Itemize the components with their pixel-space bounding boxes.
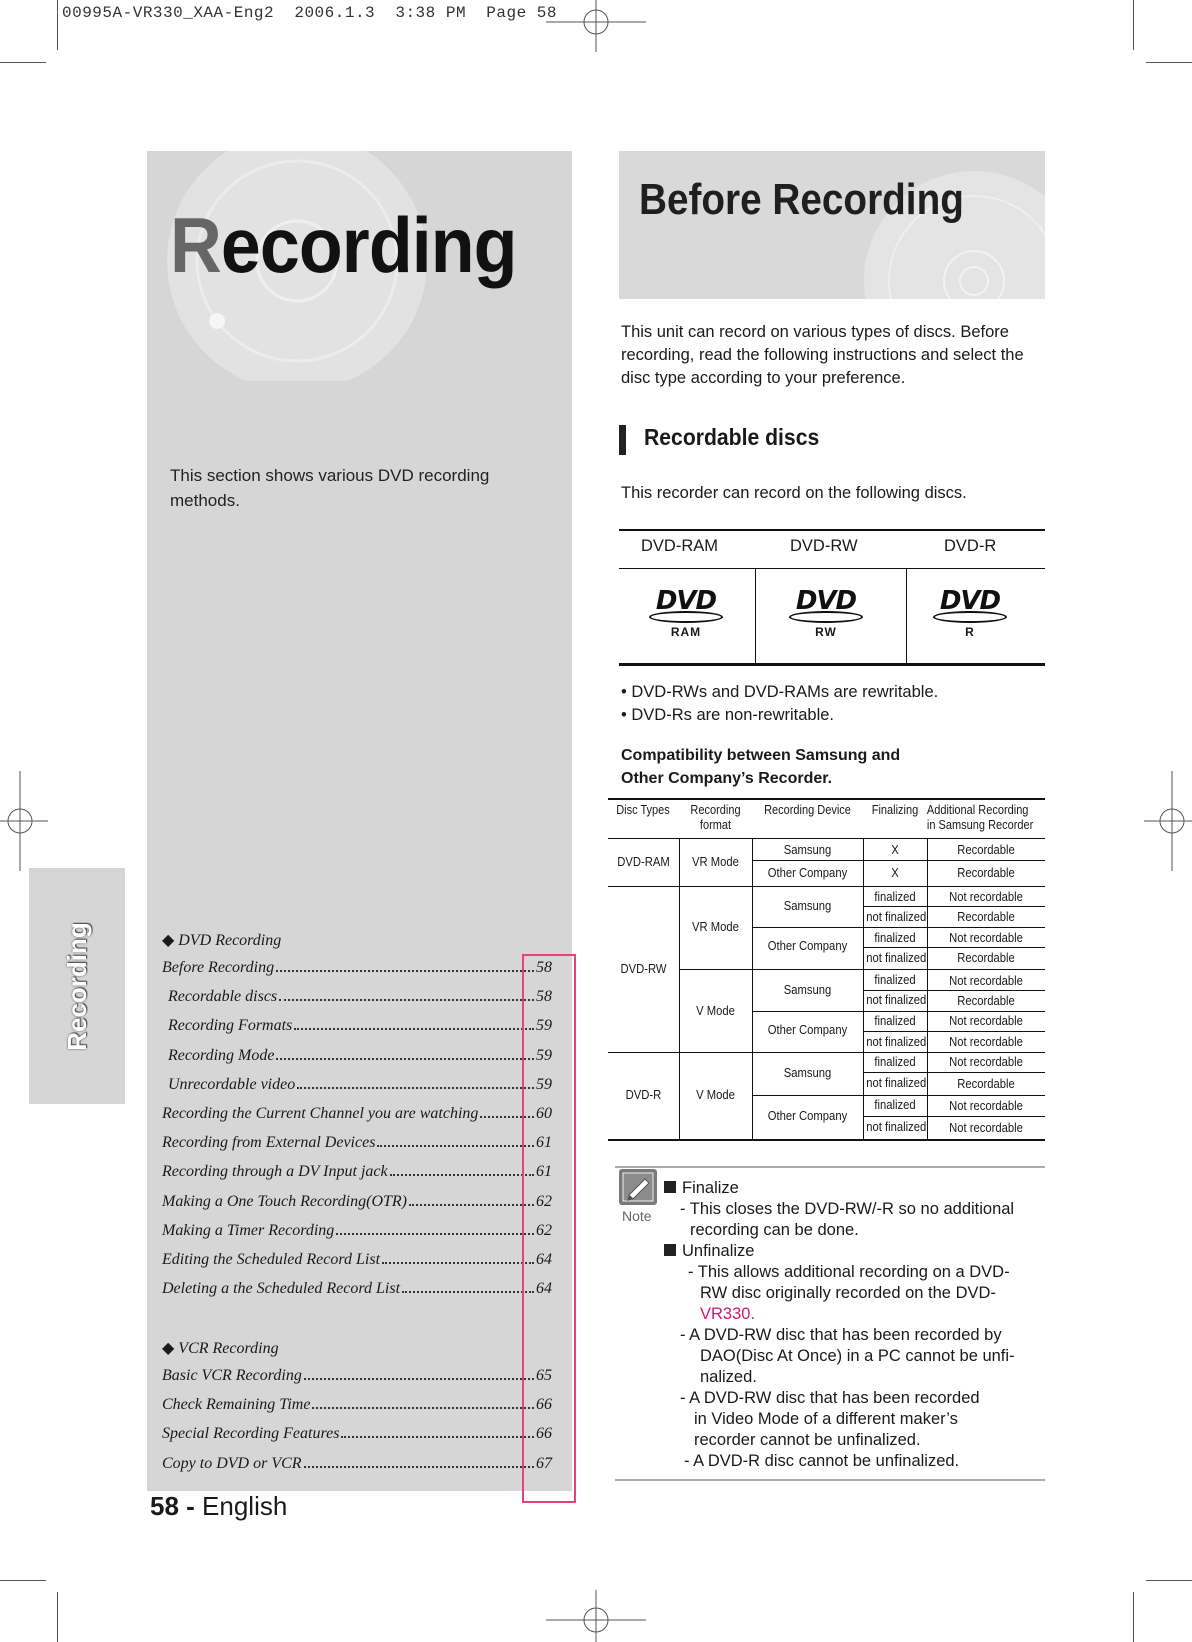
toc-entry-title: Editing the Scheduled Record List (162, 1251, 381, 1268)
col-header: Recording Device (764, 803, 851, 817)
device-cell: Other Company (767, 866, 848, 880)
disc-type-cell: DVD-R (625, 1088, 662, 1102)
banner-disc-graphic (619, 151, 1045, 299)
finalizing-cell: not finalized (866, 951, 927, 965)
disc-type-name: DVD-RW (790, 537, 858, 555)
note-bottom-rule (615, 1479, 1045, 1481)
device-cell: Other Company (767, 939, 848, 953)
note-text: RW disc originally recorded on the DVD- (700, 1284, 996, 1302)
toc-page-number: 58 (536, 988, 552, 1006)
toc-entry-title: Making a Timer Recording (162, 1221, 335, 1239)
finalizing-cell: X (891, 866, 899, 880)
device-cell: Samsung (783, 1066, 832, 1080)
finalizing-cell: not finalized (866, 1035, 927, 1049)
disc-type-name: DVD-R (944, 537, 997, 555)
col-header: Finalizing (871, 803, 919, 817)
toc-entry (162, 1017, 552, 1035)
toc-page-number: 61 (536, 1163, 552, 1181)
toc-entry-title: Recording through a DV Input jack (162, 1163, 388, 1181)
toc-leader (297, 1087, 534, 1089)
note-pencil-icon (619, 1169, 657, 1205)
highlight-box (522, 954, 576, 1503)
device-cell: Samsung (783, 843, 832, 857)
disc-type-name: DVD-RAM (641, 537, 718, 555)
toc-entry-title: Deleting a the Scheduled Record List (162, 1280, 401, 1298)
additional-cell: Not recordable (949, 974, 1023, 988)
toc-entry (162, 1455, 552, 1473)
note-unfinalize-head: Unfinalize (664, 1241, 754, 1262)
toc-leader (312, 1407, 534, 1409)
disc-type-table (619, 529, 1045, 666)
additional-cell: Not recordable (949, 1014, 1023, 1028)
note-model-name: VR330. (700, 1305, 756, 1323)
toc-page-number: 61 (536, 1134, 552, 1152)
intro-paragraph: This unit can record on various types of discs. Before recording, read the following instructions and select the disc type according to your preference. (621, 323, 1024, 387)
format-cell: V Mode (696, 1004, 735, 1018)
section-intro: This section shows various DVD recording methods. (170, 466, 490, 510)
toc-entry-title: Basic VCR Recording (162, 1367, 302, 1384)
toc-entry-title: Special Recording Features (162, 1425, 340, 1443)
toc-entry (162, 1163, 552, 1181)
format-cell: VR Mode (692, 920, 739, 934)
finalizing-cell: not finalized (866, 910, 927, 924)
finalizing-cell: finalized (874, 1055, 916, 1069)
bullet-item: • DVD-Rs are non-rewritable. (621, 706, 835, 724)
format-cell: VR Mode (692, 855, 739, 869)
additional-cell: Not recordable (949, 931, 1023, 945)
toc-page-number: 64 (536, 1251, 552, 1268)
toc-entry-title: Before Recording (162, 959, 275, 976)
note-label: Note (622, 1208, 652, 1224)
toc-page-number: 58 (536, 959, 552, 976)
note-finalize-head: Finalize (664, 1178, 739, 1199)
toc-entry-title: Recording from External Devices (162, 1134, 376, 1152)
format-cell: V Mode (696, 1088, 735, 1102)
additional-cell: Recordable (957, 994, 1015, 1008)
toc-page-number: 66 (536, 1425, 552, 1443)
toc-entry (162, 1193, 552, 1211)
toc-leader (294, 1028, 534, 1030)
compatibility-table (608, 798, 1045, 1141)
toc-entry-title: Unrecordable video (168, 1075, 296, 1093)
toc-leader (279, 999, 534, 1001)
toc-entry (162, 1047, 552, 1065)
toc-entry (162, 1105, 552, 1123)
section-bar (619, 425, 626, 455)
toc-leader (276, 1058, 534, 1060)
toc-vcr-heading: ◆ VCR Recording (162, 1340, 279, 1357)
additional-cell: Recordable (957, 843, 1015, 857)
toc-entry (162, 959, 552, 977)
finalizing-cell: X (891, 843, 899, 857)
finalizing-cell: not finalized (866, 1120, 927, 1134)
toc-leader (304, 1378, 534, 1380)
toc-entry (162, 1425, 552, 1443)
note-text: nalized. (700, 1368, 757, 1386)
note-text: - A DVD-R disc cannot be unfinalized. (684, 1452, 960, 1470)
section-title: Before Recording (639, 175, 964, 224)
toc-entry (162, 1280, 552, 1298)
device-cell: Samsung (783, 983, 832, 997)
dvd-r-logo-icon: DVD R (925, 589, 1015, 639)
finalizing-cell: finalized (874, 1014, 916, 1028)
toc-page-number: 62 (536, 1221, 552, 1239)
toc-page-number: 66 (536, 1396, 552, 1414)
toc-leader (276, 970, 534, 972)
toc-leader (382, 1262, 534, 1264)
disc-type-cell: DVD-RW (620, 962, 667, 976)
toc-page-number: 64 (536, 1280, 552, 1298)
note-text: recorder cannot be unfinalized. (694, 1431, 921, 1449)
subsection-text: This recorder can record on the following discs. (621, 484, 967, 502)
toc-page-number: 59 (536, 1017, 552, 1035)
toc-page-number: 59 (536, 1075, 552, 1093)
toc-entry-title: Recording the Current Channel you are watching (162, 1105, 479, 1122)
note-text: in Video Mode of a different maker’s (694, 1410, 958, 1428)
toc-entry-title: Recordable discs (168, 988, 278, 1006)
toc-entry (162, 1396, 552, 1414)
note-text: - This allows additional recording on a DVD- (688, 1263, 1010, 1281)
additional-cell: Recordable (957, 910, 1015, 924)
toc-page-number: 62 (536, 1192, 552, 1210)
additional-cell: Recordable (957, 951, 1015, 965)
toc-page-number: 65 (536, 1367, 552, 1384)
toc-entry (162, 988, 552, 1006)
finalizing-cell: finalized (874, 1098, 916, 1112)
toc-entry-title: Copy to DVD or VCR (162, 1454, 302, 1472)
page-title: Recording (170, 201, 517, 289)
toc-entry-title: Recording Mode (168, 1046, 275, 1064)
additional-cell: Recordable (957, 1077, 1015, 1091)
toc-leader (377, 1145, 534, 1147)
side-tab-label: Recording (61, 921, 92, 1051)
note-text: - A DVD-RW disc that has been recorded by (680, 1326, 1002, 1344)
additional-cell: Not recordable (949, 1099, 1023, 1113)
dvd-rw-logo-icon: DVD RW (781, 589, 871, 639)
note-text: - A DVD-RW disc that has been recorded (680, 1389, 980, 1407)
toc-entry (162, 1222, 552, 1240)
toc-leader (390, 1174, 534, 1176)
toc-entry-title: Recording Formats (168, 1017, 293, 1035)
device-cell: Other Company (767, 1023, 848, 1037)
note-text: recording can be done. (690, 1221, 859, 1239)
note-top-rule (615, 1166, 1045, 1168)
print-header: 00995A-VR330_XAA-Eng2 2006.1.3 3:38 PM Page 58 (62, 4, 557, 22)
toc-leader (304, 1466, 534, 1468)
toc-leader (341, 1436, 534, 1438)
note-text: - This closes the DVD-RW/-R so no additional (680, 1200, 1015, 1218)
toc-page-number: 60 (536, 1105, 552, 1122)
toc-entry (162, 1251, 552, 1269)
additional-cell: Not recordable (949, 1055, 1023, 1069)
device-cell: Other Company (767, 1109, 848, 1123)
compat-title: Compatibility between Samsung and Other Company’s Recorder. (621, 747, 901, 787)
toc-page-number: 59 (536, 1046, 552, 1064)
bullet-item: • DVD-RWs and DVD-RAMs are rewritable. (621, 683, 939, 701)
bullet-list (621, 681, 938, 727)
col-header: Recording format (690, 803, 741, 832)
finalizing-cell: finalized (874, 973, 916, 987)
page-number: 58 - English (150, 1491, 288, 1521)
note-text: DAO(Disc At Once) in a PC cannot be unfi- (700, 1347, 1015, 1365)
subsection-title: Recordable discs (644, 424, 820, 450)
toc-entry (162, 1134, 552, 1152)
disc-type-cell: DVD-RAM (617, 855, 670, 869)
additional-cell: Not recordable (949, 1121, 1023, 1135)
toc-entry-title: Check Remaining Time (162, 1396, 311, 1414)
additional-cell: Recordable (957, 866, 1015, 880)
toc-leader (336, 1233, 534, 1235)
finalizing-cell: finalized (874, 931, 916, 945)
finalizing-cell: not finalized (866, 1076, 927, 1090)
toc-page-number: 67 (536, 1454, 552, 1472)
toc-entry-title: Making a One Touch Recording(OTR) (162, 1192, 407, 1210)
title-banner (619, 151, 1045, 299)
toc-dvd-heading: ◆ DVD Recording (162, 932, 282, 949)
toc-leader (409, 1204, 534, 1206)
finalizing-cell: not finalized (866, 993, 927, 1007)
col-header: Additional Recording in Samsung Recorder (926, 803, 1034, 832)
additional-cell: Not recordable (949, 1035, 1023, 1049)
toc-entry (162, 1076, 552, 1094)
finalizing-cell: finalized (874, 890, 916, 904)
dvd-ram-logo-icon: DVD RAM (641, 589, 731, 639)
additional-cell: Not recordable (949, 890, 1023, 904)
col-header: Disc Types (616, 803, 670, 817)
toc-entry (162, 1367, 552, 1385)
toc-leader (402, 1291, 534, 1293)
device-cell: Samsung (783, 899, 832, 913)
